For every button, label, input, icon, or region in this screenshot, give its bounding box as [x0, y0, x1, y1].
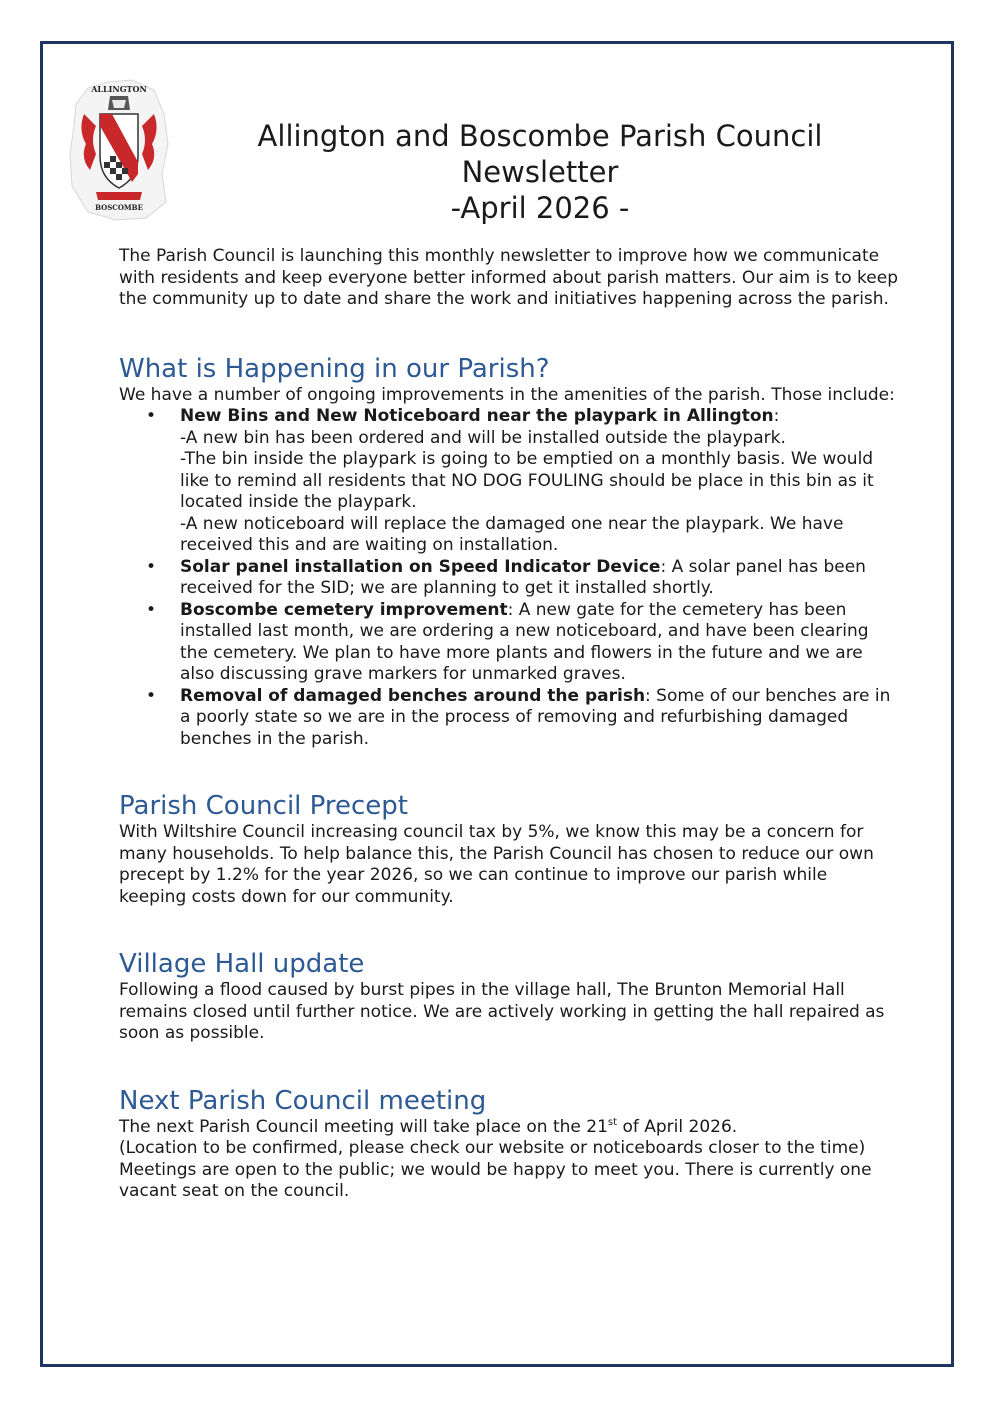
newsletter-body [119, 246, 899, 1243]
intro-paragraph: The Parish Council is launching this monthly newsletter to improve how we communicate with residents and keep everyone better informed about parish matters. Our aim is to keep the community up to date and share the work and initiatives happening across the parish. [119, 246, 898, 309]
item-text: : A solar panel has been received for the SID; we are planning to get it installed shortly. [180, 556, 866, 598]
crest-top-text: ALLINGTON [91, 84, 147, 94]
item-subline: -A new bin has been ordered and will be installed outside the playpark. [180, 427, 786, 448]
section-meeting [119, 1085, 899, 1203]
item-title: Removal of damaged benches around the parish [180, 685, 646, 706]
list-item-solar [119, 557, 899, 600]
meeting-date-text: The next Parish Council meeting will take place on the 21 [119, 1116, 608, 1137]
title-line-newsletter: Newsletter [461, 155, 619, 189]
meeting-date-line [119, 1117, 899, 1139]
meeting-public-note: Meetings are open to the public; we would be happy to meet you. There is currently one vacant seat on the council. [119, 1159, 872, 1201]
item-subline: -The bin inside the playpark is going to be emptied on a monthly basis. We would like to remind all residents that NO DOG FOULING should be place in this bin as it located inside the playpark. [180, 449, 874, 512]
item-title: Solar panel installation on Speed Indicator Device [180, 556, 661, 577]
heading-meeting: Next Parish Council meeting [119, 1085, 487, 1116]
item-title: New Bins and New Noticeboard near the playpark in Allington [180, 406, 774, 426]
heading-precept: Parish Council Precept [119, 791, 408, 821]
heading-happening: What is Happening in our Parish? [119, 353, 550, 384]
date-ordinal-suffix: st [607, 1116, 618, 1128]
list-item-benches [119, 686, 899, 751]
meeting-date-text-end: of April 2026. [617, 1116, 738, 1137]
happening-list [119, 406, 899, 750]
section-precept [119, 790, 899, 908]
section-village-hall [119, 948, 899, 1045]
list-item-cemetery [119, 600, 899, 686]
item-title: Boscombe cemetery improvement [180, 599, 508, 620]
village-hall-text: Following a flood caused by burst pipes in the village hall, The Brunton Memorial Hall remains closed until further notice. We are actively working in getting the hall repaired as soon as possible. [119, 980, 885, 1043]
precept-text: With Wiltshire Council increasing council tax by 5%, we know this may be a concern for many households. To help balance this, the Parish Council has chosen to reduce our own precept by 1.2% for the year 2026, so we can continue to improve our parish while keeping costs down for our community. [119, 822, 874, 907]
parish-crest-logo [66, 74, 172, 224]
happening-lead: We have a number of ongoing improvements in the amenities of the parish. Those include: [119, 384, 895, 405]
item-text: : [773, 406, 780, 426]
newsletter-title [180, 118, 900, 226]
item-text: : Some of our benches are in a poorly state so we are in the process of removing and refurbishing damaged benches in the parish. [180, 685, 891, 749]
item-text: : A new gate for the cemetery has been installed last month, we are ordering a new noticeboard, and have been clearing the cemetery. We plan to have more plants and flowers in the future and we are also discussing grave markers for unmarked graves. [180, 599, 869, 684]
item-subline: -A new noticeboard will replace the damaged one near the playpark. We have received this and are waiting on installation. [180, 513, 844, 555]
section-happening [119, 353, 899, 751]
crest-bottom-text: BOSCOMBE [95, 203, 143, 212]
list-item-bins [119, 406, 899, 557]
meeting-location-note: (Location to be confirmed, please check our website or noticeboards closer to the time) [119, 1138, 866, 1158]
title-line-date: -April 2026 - [450, 191, 630, 225]
heading-village-hall: Village Hall update [119, 949, 365, 979]
title-line-council: Allington and Boscombe Parish Council [257, 119, 823, 153]
